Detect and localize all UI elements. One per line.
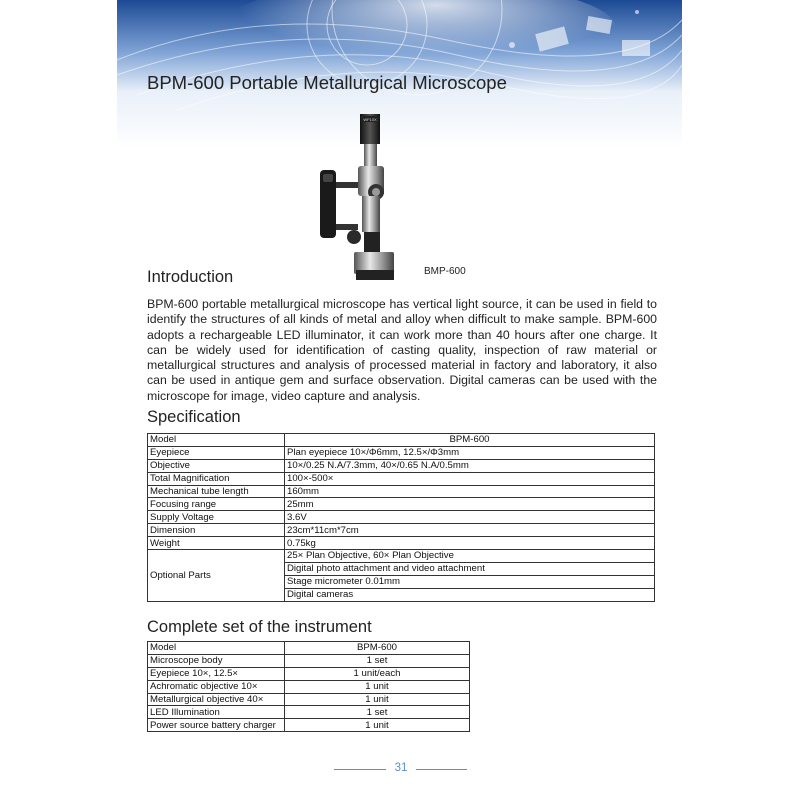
table-row xyxy=(148,511,655,524)
eyepiece-marking: WF10X xyxy=(363,117,377,122)
table-cell: LED Illumination xyxy=(148,706,285,719)
table-cell: 10×/0.25 N.A/7.3mm, 40×/0.65 N.A/0.5mm xyxy=(285,459,655,472)
table-cell: 1 unit xyxy=(285,719,470,732)
table-row xyxy=(148,434,655,447)
optional-parts-label: Optional Parts xyxy=(148,550,285,602)
table-cell: Objective xyxy=(148,459,285,472)
table-cell: 0.75kg xyxy=(285,537,655,550)
table-cell: Plan eyepiece 10×/Φ6mm, 12.5×/Φ3mm xyxy=(285,446,655,459)
table-cell: 100×-500× xyxy=(285,472,655,485)
table-row xyxy=(148,459,655,472)
table-cell: Eyepiece xyxy=(148,446,285,459)
table-cell: 25× Plan Objective, 60× Plan Objective xyxy=(285,550,655,563)
table-cell: Stage micrometer 0.01mm xyxy=(285,575,655,588)
table-cell: 1 unit xyxy=(285,680,470,693)
table-row xyxy=(148,472,655,485)
table-cell: Eyepiece 10×, 12.5× xyxy=(148,667,285,680)
table-row xyxy=(148,719,470,732)
table-row xyxy=(148,680,470,693)
page-title: BPM-600 Portable Metallurgical Microscope xyxy=(147,72,507,93)
table-row xyxy=(148,485,655,498)
complete-set-heading: Complete set of the instrument xyxy=(147,618,372,636)
table-cell: BPM-600 xyxy=(285,642,470,655)
table-cell: 1 unit xyxy=(285,693,470,706)
introduction-heading: Introduction xyxy=(147,268,234,286)
table-row xyxy=(148,498,655,511)
table-cell: Model xyxy=(148,434,285,447)
footer-line-right xyxy=(416,769,467,770)
table-cell: Digital photo attachment and video attachment xyxy=(285,562,655,575)
table-cell: Weight xyxy=(148,537,285,550)
complete-set-table xyxy=(147,641,470,732)
table-cell: 1 unit/each xyxy=(285,667,470,680)
table-row xyxy=(148,667,470,680)
table-cell: 25mm xyxy=(285,498,655,511)
table-cell: 23cm*11cm*7cm xyxy=(285,524,655,537)
table-cell: BPM-600 xyxy=(285,434,655,447)
microscope-image xyxy=(312,112,417,284)
table-row xyxy=(148,550,655,563)
table-cell: 1 set xyxy=(285,654,470,667)
introduction-text: BPM-600 portable metallurgical microscope has vertical light source, it can be used in field to identify the structures of all kinds of metal and alloy when difficult to make sample. BPM-600 adopts a rechargeable LED illuminator, it can work more than 40 hours after one charge. It can be widely used for identification of casting quality, inspection of raw material or metallurgical structures and analysis of processed material in factory and laboratory, it also can be used in antique gem and surface observation. Digital cameras can be used with the microscope for image, video capture and analysis. xyxy=(147,297,657,403)
table-cell: Focusing range xyxy=(148,498,285,511)
table-row xyxy=(148,693,470,706)
page-number: 31 xyxy=(394,762,408,774)
image-caption: BMP-600 xyxy=(424,266,466,277)
specification-table xyxy=(147,433,655,602)
footer-line-left xyxy=(334,769,386,770)
table-cell: Mechanical tube length xyxy=(148,485,285,498)
table-row xyxy=(148,706,470,719)
table-cell: Digital cameras xyxy=(285,588,655,601)
table-row xyxy=(148,642,470,655)
table-cell: Model xyxy=(148,642,285,655)
table-cell: Power source battery charger xyxy=(148,719,285,732)
table-row xyxy=(148,446,655,459)
table-cell: 160mm xyxy=(285,485,655,498)
table-cell: Microscope body xyxy=(148,654,285,667)
table-cell: Supply Voltage xyxy=(148,511,285,524)
table-cell: 1 set xyxy=(285,706,470,719)
table-cell: Achromatic objective 10× xyxy=(148,680,285,693)
table-row xyxy=(148,524,655,537)
table-cell: Metallurgical objective 40× xyxy=(148,693,285,706)
table-row xyxy=(148,654,470,667)
table-cell: Dimension xyxy=(148,524,285,537)
table-cell: Total Magnification xyxy=(148,472,285,485)
table-row xyxy=(148,537,655,550)
table-cell: 3.6V xyxy=(285,511,655,524)
specification-heading: Specification xyxy=(147,408,241,426)
